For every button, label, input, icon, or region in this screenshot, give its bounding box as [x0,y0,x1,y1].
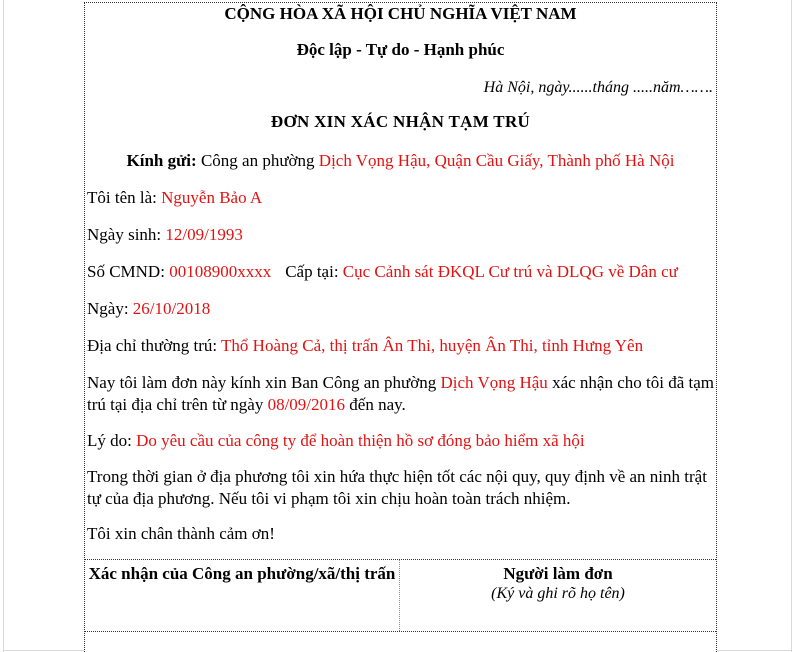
recipient-label: Kính gửi: [126,151,197,170]
field-reason-label: Lý do: [87,431,137,450]
date-place-line: Hà Nội, ngày......tháng .....năm……. [483,79,713,96]
field-full-name-label: Tôi tên là: [87,188,162,207]
page-edge-right [791,0,792,652]
recipient-line [87,150,714,172]
page-edge-left [3,0,4,652]
field-issue-date [87,298,714,320]
motto-line: Độc lập - Tự do - Hạnh phúc [296,40,505,59]
field-reason [87,430,714,452]
field-permanent-address-value: Thổ Hoàng Cả, thị trấn Ân Thi, huyện Ân Thi, tỉnh Hưng Yên [221,336,644,355]
thanks-line: Tôi xin chân thành cảm ơn! [87,524,275,543]
request-ward: Dịch Vọng Hậu [440,373,548,392]
request-date: 08/09/2016 [267,395,346,414]
field-full-name-value: Nguyễn Bảo A [161,188,263,207]
request-part3: đến nay. [345,395,406,414]
field-issued-at-label: Cấp tại: [285,262,343,281]
field-issued-at-value: Cục Cảnh sát ĐKQL Cư trú và DLQG về Dân cư [342,262,678,281]
national-header: CỘNG HÒA XÃ HỘI CHỦ NGHĨA VIỆT NAM [224,4,577,23]
promise-paragraph: Trong thời gian ở địa phương tôi xin hứa thực hiện tốt các nội quy, quy định về an ninh trật tự của địa phương. Nếu tôi vi phạm tôi xin chịu hoàn toàn trách nhiệm. [87,467,707,508]
request-part1: Nay tôi làm đơn này kính xin Ban Công an phường [87,373,441,392]
request-paragraph [87,372,714,416]
signature-applicant-note: (Ký và ghi rõ họ tên) [491,585,625,602]
field-id-number [87,261,714,283]
field-issue-date-value: 26/10/2018 [132,299,211,318]
field-permanent-address [87,335,714,357]
field-reason-value: Do yêu cầu của công ty để hoàn thiện hồ sơ đóng bảo hiểm xã hội [136,431,585,450]
signature-table [85,559,716,632]
recipient-value: Dịch Vọng Hậu, Quận Cầu Giấy, Thành phố Hà Nội [318,151,675,170]
document-content [85,4,716,632]
signature-police-header: Xác nhận của Công an phường/xã/thị trấn [88,564,396,583]
field-issue-date-label: Ngày: [87,299,133,318]
field-date-of-birth-value: 12/09/1993 [165,225,243,244]
field-date-of-birth [87,224,714,246]
field-full-name [87,187,714,209]
field-id-number-value: 00108900xxxx [169,262,272,281]
document-title: ĐƠN XIN XÁC NHẬN TẠM TRÚ [270,112,531,131]
signature-cell-applicant [400,560,716,631]
field-date-of-birth-label: Ngày sinh: [87,225,166,244]
request-part2: xác nhận cho tôi đã tạm trú tại địa chỉ trên từ ngày [87,373,714,414]
field-permanent-address-label: Địa chỉ thường trú: [87,336,222,355]
field-id-number-label: Số CMND: [87,262,170,281]
signature-applicant-header: Người làm đơn [503,564,613,583]
recipient-prefix: Công an phường [196,151,319,170]
signature-cell-police [85,560,400,631]
document-border-box [84,2,717,652]
